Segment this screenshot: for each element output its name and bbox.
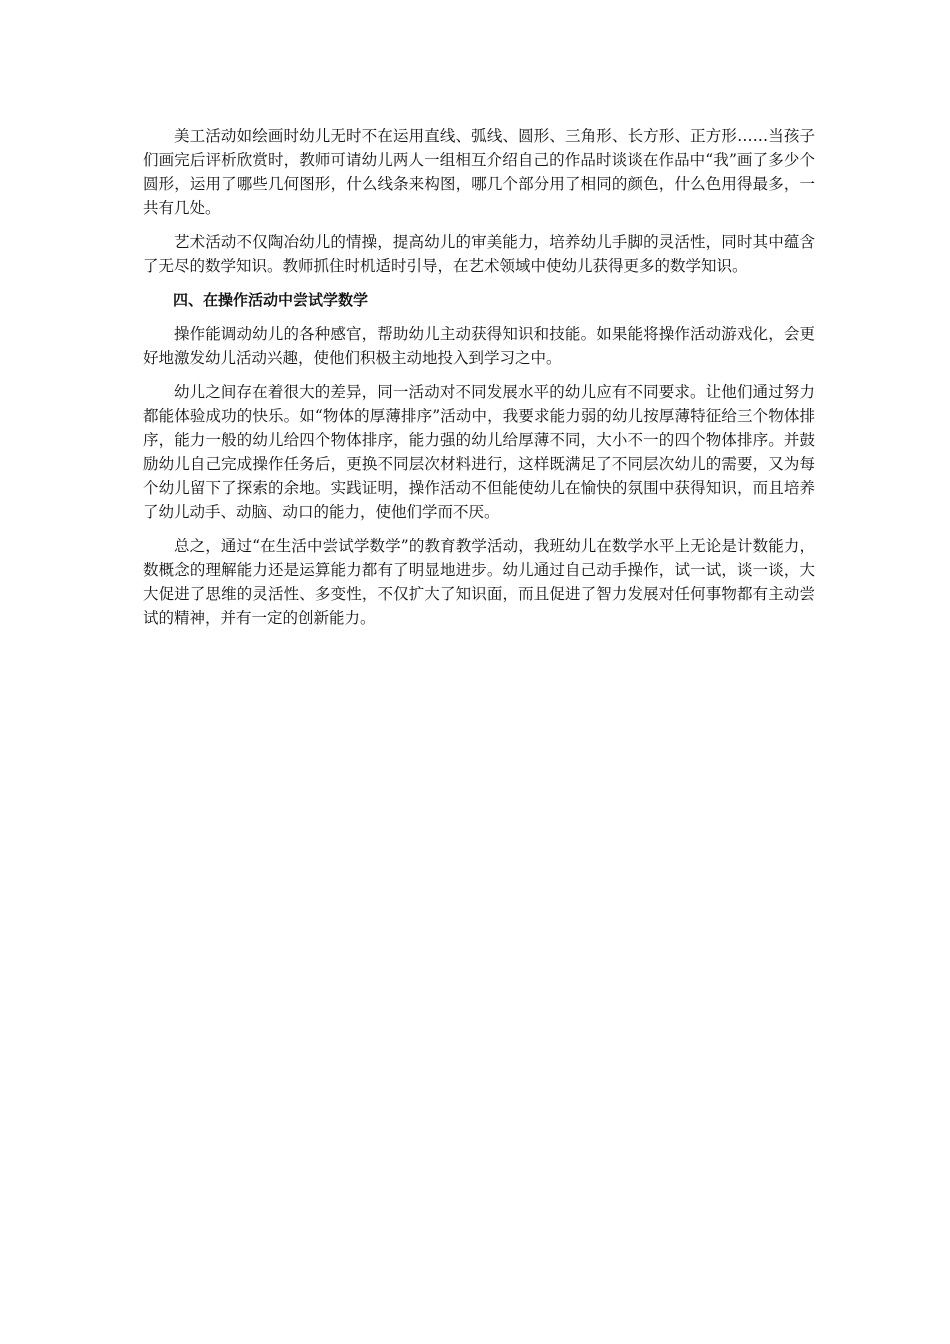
paragraph-art-activity: 艺术活动不仅陶冶幼儿的情操，提高幼儿的审美能力，培养幼儿手脚的灵活性，同时其中蕴含了无尽的数学知识。教师抓住时机适时引导，在艺术领域中使幼儿获得更多的数学知识。 [143,233,815,275]
paragraph-conclusion: 总之，通过“在生活中尝试学数学”的教育教学活动，我班幼儿在数学水平上无论是计数能力，数概念的理解能力还是运算能力都有了明显地进步。幼儿通过自己动手操作，试一试，谈一谈，大大促进了思维的灵活性、多变性，不仅扩大了知识面，而且促进了智力发展对任何事物都有主动尝试的精神，并有一定的创新能力。 [143,537,815,627]
paragraph-individual-differences: 幼儿之间存在着很大的差异，同一活动对不同发展水平的幼儿应有不同要求。让他们通过努力都能体验成功的快乐。如“物体的厚薄排序”活动中，我要求能力弱的幼儿按厚薄特征给三个物体排序，能力一般的幼儿给四个物体排序，能力强的幼儿给厚薄不同，大小不一的四个物体排序。并鼓励幼儿自己完成操作任务后，更换不同层次材料进行，这样既满足了不同层次幼儿的需要，又为每个幼儿留下了探索的余地。实践证明，操作活动不但能使幼儿在愉快的氛围中获得知识，而且培养了幼儿动手、动脑、动口的能力，使他们学而不厌。 [143,383,815,521]
document-body [143,124,815,640]
paragraph-art-geometry: 美工活动如绘画时幼儿无时不在运用直线、弧线、圆形、三角形、长方形、正方形……当孩子们画完后评析欣赏时，教师可请幼儿两人一组相互介绍自己的作品时谈谈在作品中“我”画了多少个圆形，运用了哪些几何图形，什么线条来构图，哪几个部分用了相同的颜色，什么色用得最多，一共有几处。 [143,127,815,217]
section-heading: 四、在操作活动中尝试学数学 [173,291,369,309]
paragraph-operation-senses: 操作能调动幼儿的各种感官，帮助幼儿主动获得知识和技能。如果能将操作活动游戏化，会更好地激发幼儿活动兴趣，使他们积极主动地投入到学习之中。 [143,325,815,367]
